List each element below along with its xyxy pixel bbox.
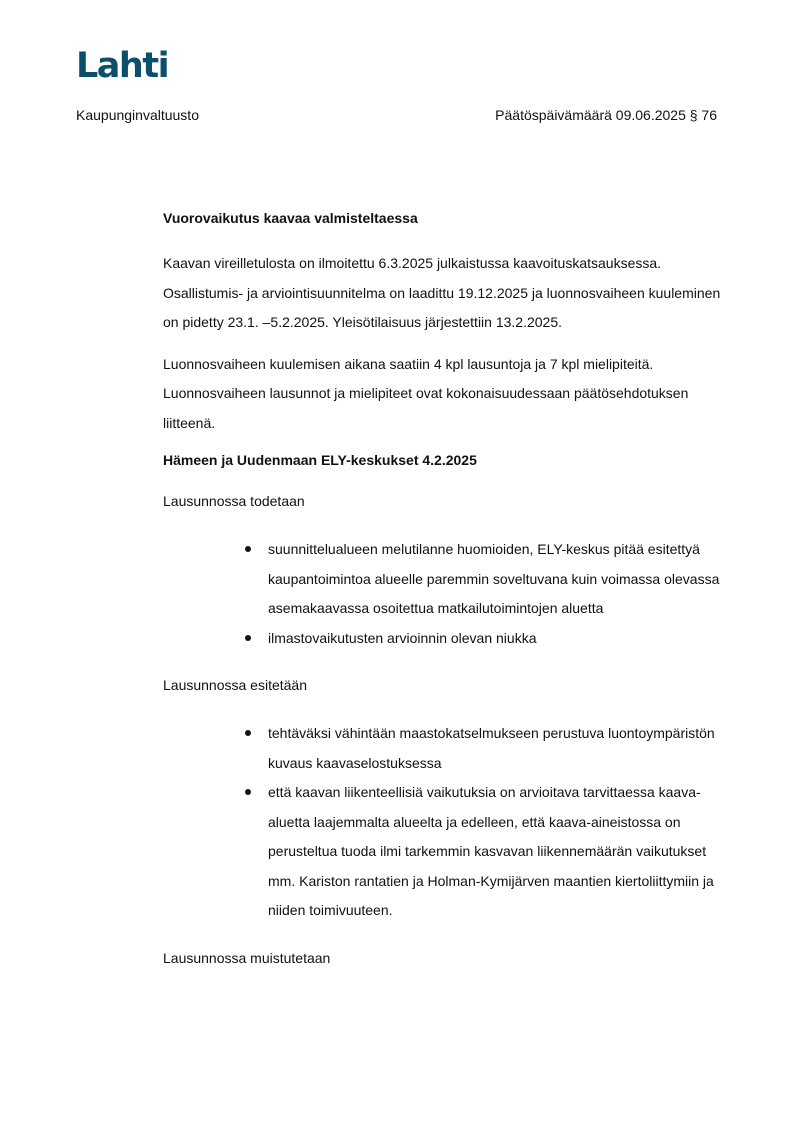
- decision-date: Päätöspäivämäärä 09.06.2025 § 76: [495, 107, 717, 123]
- section-heading-interaction: Vuorovaikutus kaavaa valmisteltaessa: [163, 210, 418, 226]
- list-item: tehtäväksi vähintään maastokatselmukseen perustuva luontoympäristön kuvaus kaavaselostuksessa: [268, 719, 723, 778]
- document-body: [163, 208, 723, 992]
- label-noted: Lausunnossa todetaan: [163, 493, 305, 509]
- body-name: Kaupunginvaltuusto: [76, 107, 199, 123]
- paragraph-consultation: Luonnosvaiheen kuulemisen aikana saatiin 4 kpl lausuntoja ja 7 kpl mielipiteitä. Luonnosvaiheen lausunnot ja mielipiteet ovat kokonaisuudessaan päätösehdotuksen liitteenä.: [163, 355, 689, 431]
- label-proposed: Lausunnossa esitetään: [163, 677, 307, 693]
- bullet-icon: [245, 635, 251, 641]
- lahti-logo-mark: [76, 44, 168, 84]
- lahti-logo: [76, 44, 168, 84]
- list-proposed: [163, 719, 723, 926]
- bullet-icon: [245, 730, 251, 736]
- bullet-icon: [245, 789, 251, 795]
- list-item: ilmastovaikutusten arvioinnin olevan niukka: [268, 624, 723, 654]
- list-item: suunnittelualueen melutilanne huomioiden, ELY-keskus pitää esitettyä kaupantoimintoa alueelle paremmin soveltuvana kuin voimassa olevassa asemakaavassa osoitettua matkailutoimintojen aluetta: [268, 535, 723, 624]
- bullet-icon: [245, 546, 251, 552]
- label-reminded: Lausunnossa muistutetaan: [163, 949, 331, 966]
- paragraph-announcement: Kaavan vireilletulosta on ilmoitettu 6.3.2025 julkaistussa kaavoituskatsauksessa. Osallistumis- ja arviointisuunnitelma on laadittu 19.12.2025 ja luonnosvaiheen kuuleminen on pidetty 23.1. –5.2.2025. Yleisötilaisuus järjestettiin 13.2.2025.: [163, 255, 721, 330]
- svg-text:Lahti: Lahti: [76, 46, 168, 84]
- section-heading-ely: Hämeen ja Uudenmaan ELY-keskukset 4.2.2025: [163, 452, 477, 468]
- list-noted: [163, 535, 723, 653]
- list-item: että kaavan liikenteellisiä vaikutuksia on arvioitava tarvittaessa kaava-aluetta laajemmalta alueelta ja edelleen, että kaava-aineistossa on perusteltua tuoda ilmi tarkemmin kasvavan liikennemäärän vaikutukset mm. Kariston rantatien ja Holman-Kymijärven maantien kiertoliittymiin ja niiden toimivuuteen.: [268, 778, 723, 926]
